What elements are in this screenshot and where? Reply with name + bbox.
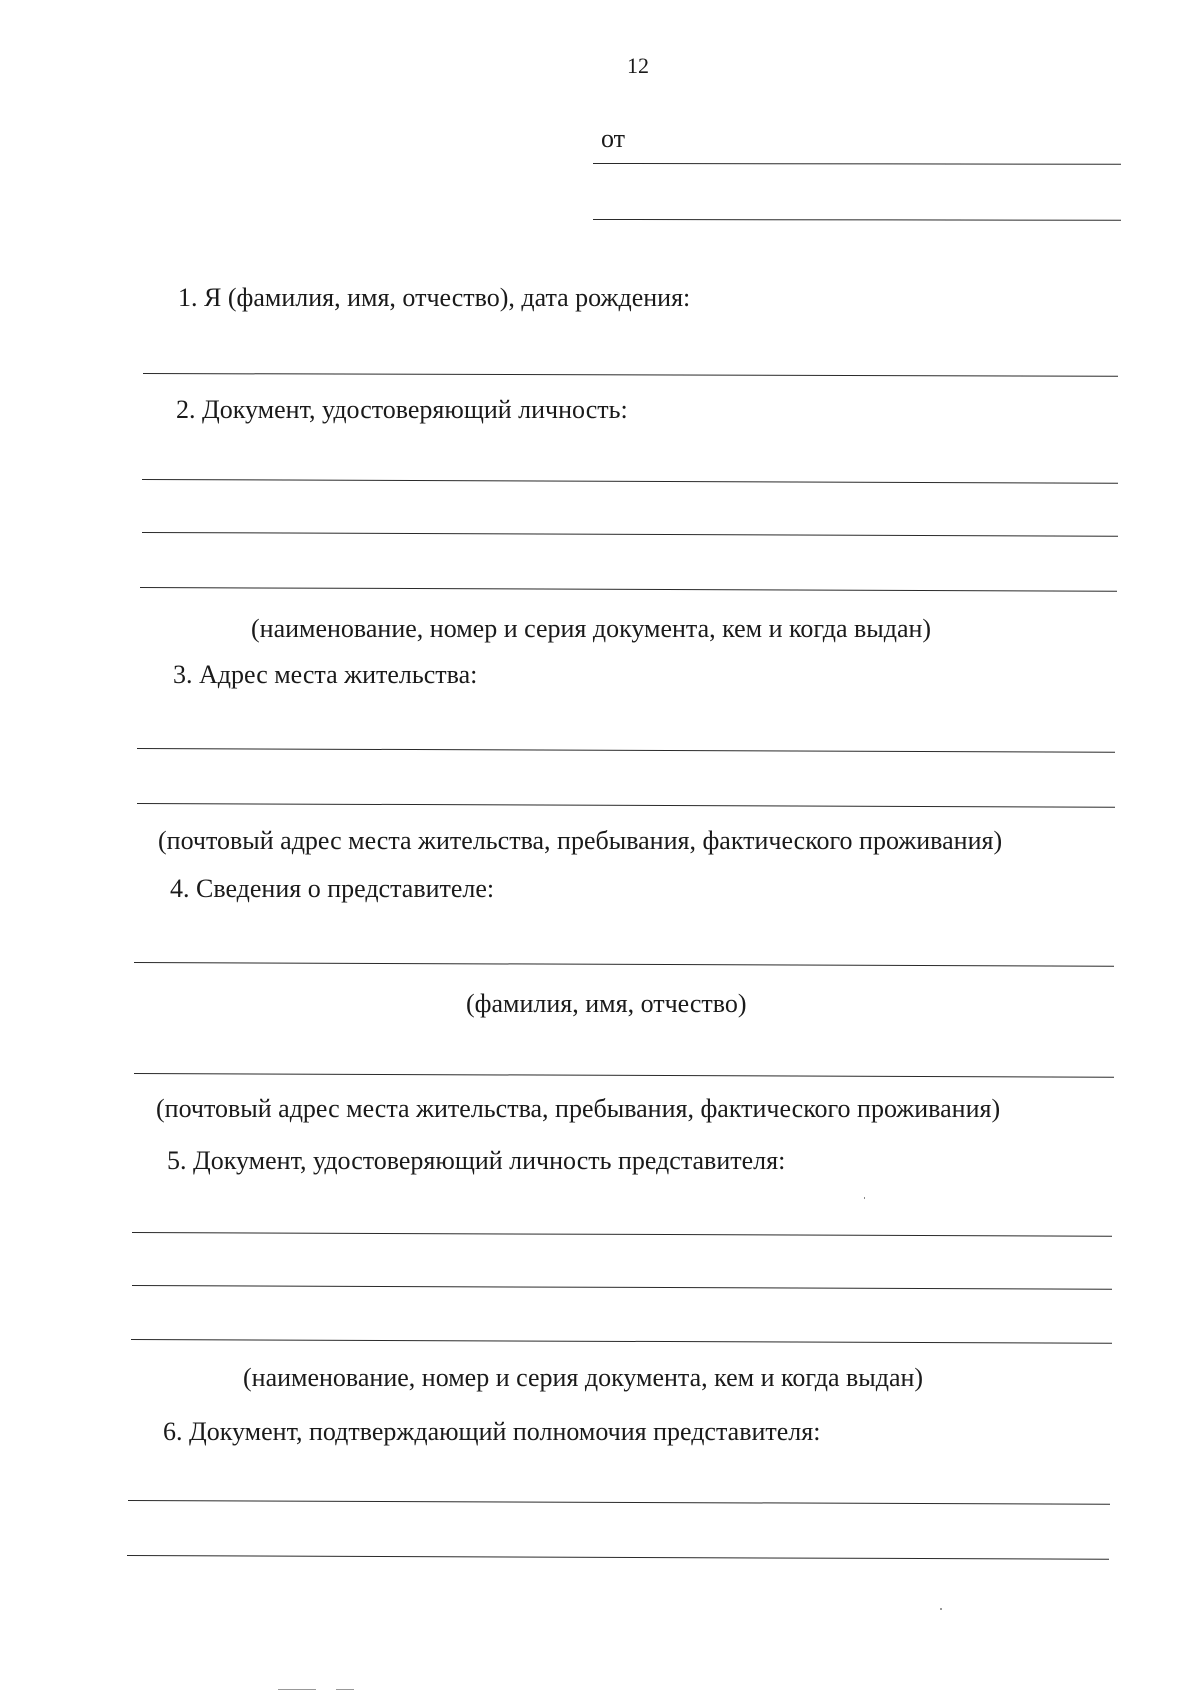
scan-speck (864, 1197, 865, 1199)
page-number: 12 (627, 53, 649, 78)
caption-representative-fio: (фамилия, имя, отчество) (466, 989, 747, 1018)
item-2-line-2 (142, 532, 1118, 537)
item-4-line-2 (134, 1073, 1114, 1078)
scan-mark (278, 1689, 316, 1690)
item-3-number: 3. (173, 660, 193, 689)
item-1-text: Я (фамилия, имя, отчество), дата рождения: (204, 283, 691, 312)
scan-mark (336, 1689, 354, 1690)
item-6-line-2 (127, 1555, 1109, 1560)
item-5-line-2 (132, 1285, 1112, 1290)
caption-postal-address-1: (почтовый адрес места жительства, пребывания, фактического проживания) (158, 826, 1003, 855)
item-2 (176, 397, 628, 423)
from-label: от (601, 124, 626, 153)
item-2-text: Документ, удостоверяющий личность: (202, 395, 628, 424)
item-1 (178, 285, 690, 311)
item-1-number: 1. (178, 283, 198, 312)
item-5-number: 5. (167, 1146, 187, 1175)
item-5 (167, 1148, 785, 1174)
from-line-1 (593, 163, 1121, 165)
item-2-number: 2. (176, 395, 196, 424)
item-5-line-1 (132, 1232, 1112, 1237)
item-6 (163, 1419, 820, 1445)
item-6-number: 6. (163, 1417, 183, 1446)
caption-doc-details-1: (наименование, номер и серия документа, кем и когда выдан) (251, 614, 932, 643)
item-4 (170, 876, 494, 902)
item-4-line-1 (134, 962, 1114, 967)
item-5-text: Документ, удостоверяющий личность представителя: (193, 1146, 786, 1175)
item-1-line (143, 373, 1118, 377)
item-2-line-3 (140, 587, 1117, 592)
item-4-text: Сведения о представителе: (196, 874, 495, 903)
item-6-line-1 (128, 1500, 1110, 1505)
item-3-line-2 (137, 803, 1115, 808)
caption-doc-details-2: (наименование, номер и серия документа, кем и когда выдан) (243, 1363, 924, 1392)
item-3-line-1 (137, 748, 1115, 753)
item-2-line-1 (142, 479, 1118, 484)
caption-postal-address-2: (почтовый адрес места жительства, пребывания, фактического проживания) (156, 1094, 1001, 1123)
item-5-line-3 (131, 1339, 1112, 1344)
item-3-text: Адрес места жительства: (199, 660, 478, 689)
item-4-number: 4. (170, 874, 190, 903)
from-line-2 (593, 219, 1121, 221)
item-3 (173, 662, 477, 688)
scan-speck (940, 1608, 942, 1610)
item-6-text: Документ, подтверждающий полномочия представителя: (189, 1417, 821, 1446)
